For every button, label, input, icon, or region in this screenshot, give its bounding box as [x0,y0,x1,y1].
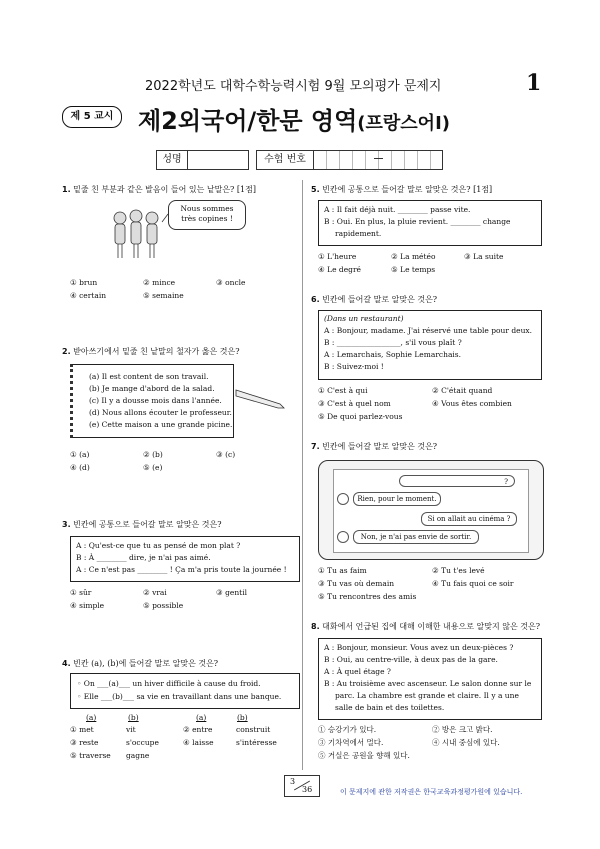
q7-option-4[interactable]: ④ Tu fais quoi ce soir [432,579,514,588]
q8-line-6: salle de bain et des toilettes. [335,703,445,712]
q8-dialogue-box [318,638,542,720]
q7-prompt [311,441,551,452]
q7-number: 7. [311,442,320,451]
q2-line-e: (e) Cette maison a une grande picine. [89,420,233,429]
q1-option-4[interactable]: ④ certain [70,291,107,300]
q6-option-2[interactable]: ② C'était quand [432,386,493,395]
q6-line-1: (Dans un restaurant) [324,314,404,323]
q8-line-4: B : Au troisième avec ascenseur. Le salon donne sur le [324,679,532,688]
q2-line-c: (c) Il y a dousse mois dans l'année. [89,396,222,405]
q8-option-3[interactable]: ③ 기차역에서 멀다. [318,738,384,747]
q1-prompt [62,184,297,195]
q3-line-1: A : Qu'est-ce que tu as pensé de mon plat ? [76,541,241,550]
q6-number: 6. [311,295,320,304]
q7-text: 빈칸에 들어갈 말로 알맞은 것은? [322,442,438,451]
q2-option-3[interactable]: ③ (c) [216,450,236,459]
q2-option-1[interactable]: ① (a) [70,450,90,459]
q3-prompt [62,519,297,530]
q6-prompt [311,294,551,305]
q4-option-2-b: construit [236,725,271,734]
subject-main: 제2외국어/한문 영역 [138,107,358,135]
q7-option-3[interactable]: ③ Tu vas où demain [318,579,395,588]
q6-text: 빈칸에 들어갈 말로 알맞은 것은? [322,295,438,304]
q7-option-5[interactable]: ⑤ Tu rencontres des amis [318,592,417,601]
exam-no-dash [374,158,383,159]
q6-line-2: A : Bonjour, madame. J'ai réservé une table pour deux. [324,326,533,335]
q3-number: 3. [62,520,71,529]
q8-option-2[interactable]: ② 방은 크고 밝다. [432,725,493,734]
q8-line-5: parc. La chambre est grande et claire. Il y a une [335,691,519,700]
q1-option-3[interactable]: ③ oncle [216,278,246,287]
q5-line-2: B : Oui. En plus, la pluie revient. ________ change [324,217,511,226]
q4-header-b-2: (b) [237,713,248,722]
q5-option-4[interactable]: ④ Le degré [318,265,361,274]
subject-sub: (프랑스어Ⅰ) [357,113,450,134]
q5-number: 5. [311,185,320,194]
q6-option-4[interactable]: ④ Vous êtes combien [432,399,512,408]
q5-option-2[interactable]: ② La météo [391,252,436,261]
q2-line-b: (b) Je mange d'abord de la salad. [89,384,215,393]
q3-dialogue-box [70,536,300,582]
q3-option-5[interactable]: ⑤ possible [143,601,184,610]
q8-option-4[interactable]: ④ 시내 중심에 있다. [432,738,500,747]
q4-option-3[interactable]: ③ reste [70,738,99,747]
q1-number: 1. [62,185,71,194]
q2-notebook [70,364,234,438]
q1-option-1[interactable]: ① brun [70,278,98,287]
q4-prompt [62,658,297,669]
q4-line-2: ◦ Elle ___(b)___ sa vie en travaillant dans une banque. [77,692,282,701]
q2-option-5[interactable]: ⑤ (e) [143,463,163,472]
q4-sentence-box [70,673,300,709]
q4-option-1-b: vit [126,725,136,734]
q3-option-3[interactable]: ③ gentil [216,588,247,597]
q3-line-2: B : À ________ dire, je n'ai pas aimé. [76,553,211,562]
chat-bubble-1: ? [399,475,515,487]
q4-option-5[interactable]: ⑤ traverse [70,751,111,760]
q8-option-1[interactable]: ① 승강기가 있다. [318,725,377,734]
q6-line-4: A : Lemarchais, Sophie Lemarchais. [324,350,462,359]
q2-number: 2. [62,347,71,356]
q4-text: 빈칸 (a), (b)에 들어갈 말로 알맞은 것은? [73,659,219,668]
exam-no-field[interactable] [313,150,443,170]
subject-title [138,101,450,136]
q7-option-1[interactable]: ① Tu as faim [318,566,367,575]
current-page: 3 [290,777,296,786]
q1-speech-bubble [168,200,246,230]
q8-line-2: B : Oui, au centre-ville, à deux pas de la gare. [324,655,498,664]
q4-line-1: ◦ On ___(a)___ un hiver difficile à cause du froid. [77,679,261,688]
q1-text: 밑줄 친 부분과 같은 발음이 들어 있는 낱말은? [1점] [73,185,256,194]
q6-dialogue-box [318,310,542,380]
q2-line-d: (d) Nous allons écouter le professeur. [89,408,232,417]
q6-line-3: B : _________________, s'il vous plaît ? [324,338,462,347]
q7-option-2[interactable]: ② Tu t'es levé [432,566,485,575]
exam-no-label: 수험 번호 [256,150,314,170]
q8-prompt [311,621,551,632]
chat-bubble-4: Non, je n'ai pas envie de sortir. [353,530,479,544]
q4-option-5-b: gagne [126,751,150,760]
q2-prompt [62,346,297,357]
q2-option-2[interactable]: ② (b) [143,450,163,459]
q3-option-2[interactable]: ② vrai [143,588,167,597]
pencil-icon [234,386,290,414]
q5-option-5[interactable]: ⑤ Le temps [391,265,436,274]
q5-dialogue-box [318,200,542,246]
q5-line-3: rapidement. [335,229,382,238]
q5-option-1[interactable]: ① L'heure [318,252,357,261]
q1-option-2[interactable]: ② mince [143,278,176,287]
name-label: 성명 [156,150,188,170]
q4-header-a-1: (a) [86,713,97,722]
q7-phone [318,460,544,560]
bubble-line-2: très copines ! [181,214,233,223]
avatar-icon [337,493,349,505]
q4-option-1[interactable]: ① met [70,725,94,734]
q4-option-4[interactable]: ④ laisse [183,738,214,747]
page-number: 1 [526,70,542,96]
exam-title: 2022학년도 대학수학능력시험 9월 모의평가 문제지 [145,79,442,94]
total-pages: 36 [302,785,313,794]
q6-option-3[interactable]: ③ C'est à quel nom [318,399,391,408]
q5-text: 빈칸에 공통으로 들어갈 말로 알맞은 것은? [1점] [322,185,493,194]
q8-line-3: A : À quel étage ? [324,667,391,676]
q5-line-1: A : Il fait déjà nuit. ________ passe vite. [324,205,471,214]
period-badge: 제 5 교시 [62,106,122,128]
chat-bubble-3: Si on allait au cinéma ? [421,512,517,526]
page-indicator [284,775,320,797]
q4-option-3-b: s'occupe [126,738,159,747]
q4-header-b-1: (b) [128,713,139,722]
q3-option-4[interactable]: ④ simple [70,601,105,610]
bubble-line-1: Nous sommes [180,204,234,213]
copyright-notice: 이 문제지에 관한 저작권은 한국교육과정평가원에 있습니다. [340,788,523,796]
q2-option-4[interactable]: ④ (d) [70,463,90,472]
q6-option-1[interactable]: ① C'est à qui [318,386,368,395]
q4-option-4-b: s'intéresse [236,738,277,747]
q1-option-5[interactable]: ⑤ semaine [143,291,184,300]
q3-option-1[interactable]: ① sûr [70,588,92,597]
q4-header-a-2: (a) [196,713,207,722]
q2-line-a: (a) Il est content de son travail. [89,372,209,381]
avatar-icon [337,531,349,543]
q5-prompt [311,184,551,195]
q3-line-3: A : Ce n'est pas ________ ! Ça m'a pris toute la journée ! [76,565,287,574]
q3-text: 빈칸에 공통으로 들어갈 말로 알맞은 것은? [73,520,222,529]
q8-text: 대화에서 언급된 집에 대해 이해한 내용으로 알맞지 않은 것은? [322,622,540,631]
q6-option-5[interactable]: ⑤ De quoi parlez-vous [318,412,403,421]
column-divider [302,180,303,770]
name-field[interactable] [187,150,249,170]
q2-text: 받아쓰기에서 밑줄 친 낱말의 철자가 옳은 것은? [73,347,240,356]
q8-line-1: A : Bonjour, monsieur. Vous avez un deux-pièces ? [324,643,514,652]
q6-line-5: B : Suivez-moi ! [324,362,384,371]
chat-bubble-2: Rien, pour le moment. [353,492,441,506]
q8-option-5[interactable]: ⑤ 거실은 공원을 향해 있다. [318,751,410,760]
q4-number: 4. [62,659,71,668]
q5-option-3[interactable]: ③ La suite [464,252,504,261]
q8-number: 8. [311,622,320,631]
q4-option-2[interactable]: ② entre [183,725,213,734]
